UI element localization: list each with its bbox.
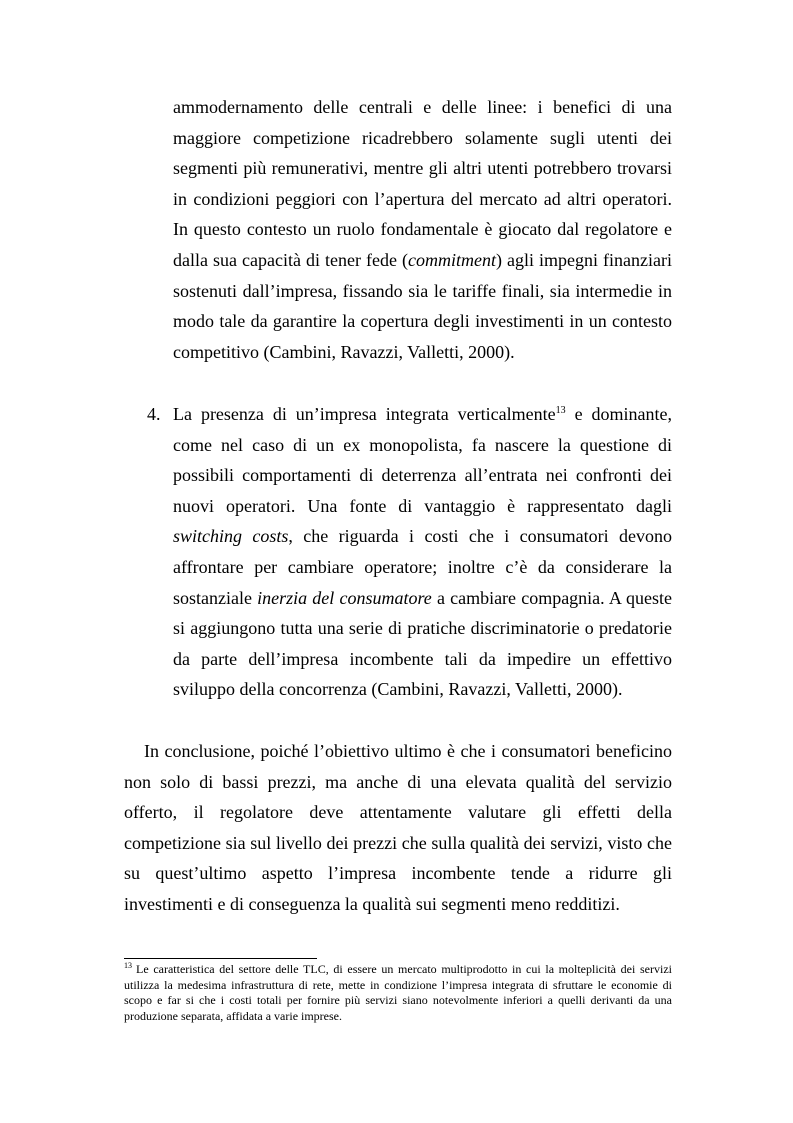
footnote-number: 13 <box>124 961 132 970</box>
conclusion-paragraph: In conclusione, poiché l’obiettivo ultimo è che i consumatori beneficino non solo di bassi prezzi, ma anche di una elevata qualità del servizio offerto, il regolatore deve attentamente valutare gli effetti della competizione sia sul livello dei prezzi che sulla qualità dei servizi, visto che su quest’ultimo aspetto l’impresa incombente tende a ridurre gli investimenti e di conseguenza la qualità sui segmenti meno redditizi. <box>124 741 672 914</box>
item4-italic-switching-costs: switching costs <box>173 526 289 547</box>
footnote <box>124 962 672 1024</box>
footnote-separator <box>124 958 317 959</box>
item4-italic-inerzia: inerzia del consumatore <box>257 587 432 608</box>
item4-text-a: La presenza di un’impresa integrata verticalmente <box>173 404 556 424</box>
footnote-text: Le caratteristica del settore delle TLC, di essere un mercato multiprodotto in cui la molteplicità dei servizi utilizza la medesima infrastruttura di rete, mette in condizione l’impresa integrata di sfruttare le economie di scopo e far si che i costi totali per fornire più servizi siano notevolmente inferiori a quelli derivanti da una produzione separata, affidata a varie imprese. <box>124 962 672 1023</box>
list-item-3-continuation <box>173 92 672 367</box>
item3-text-b: ) agli impegni finanziari sostenuti dall’impresa, fissando sia le tariffe finali, sia intermedie in modo tale da garantire la copertura degli investimenti in un contesto competitivo (Cambini, Ravazzi, Valletti, 2000). <box>173 249 672 362</box>
list-item-4-number: 4. <box>147 404 161 424</box>
item4-text-b: e dominante, come nel caso di un ex monopolista, fa nascere la questione di possibili comportamenti di deterrenza all’entrata nei confronti dei nuovi operatori. Una fonte di vantaggio è rappresentato dagli <box>173 404 672 516</box>
item3-text-a: ammodernamento delle centrali e delle linee: i benefici di una maggiore competizione ricadrebbero solamente sugli utenti dei segmenti più remunerativi, mentre gli altri utenti potrebbero trovarsi in condizioni peggiori con l’apertura del mercato ad altri operatori. In questo contesto un ruolo fondamentale è giocato dal regolatore e dalla sua capacità di tener fede ( <box>173 97 672 270</box>
item4-text-d: a cambiare compagnia. A queste si aggiungono tutta una serie di pratiche discriminatorie o predatorie da parte dell’impresa incombente tali da impedire un effettivo sviluppo della concorrenza (Cambini, Ravazzi, Valletti, 2000). <box>173 587 672 700</box>
list-item-4 <box>173 399 672 705</box>
footnote-reference[interactable]: 13 <box>555 405 566 416</box>
item4-text-c: , che riguarda i costi che i consumatori devono affrontare per cambiare operatore; inoltre c’è da considerare la sostanziale <box>173 526 672 608</box>
item3-italic-commitment: commitment <box>408 249 496 270</box>
